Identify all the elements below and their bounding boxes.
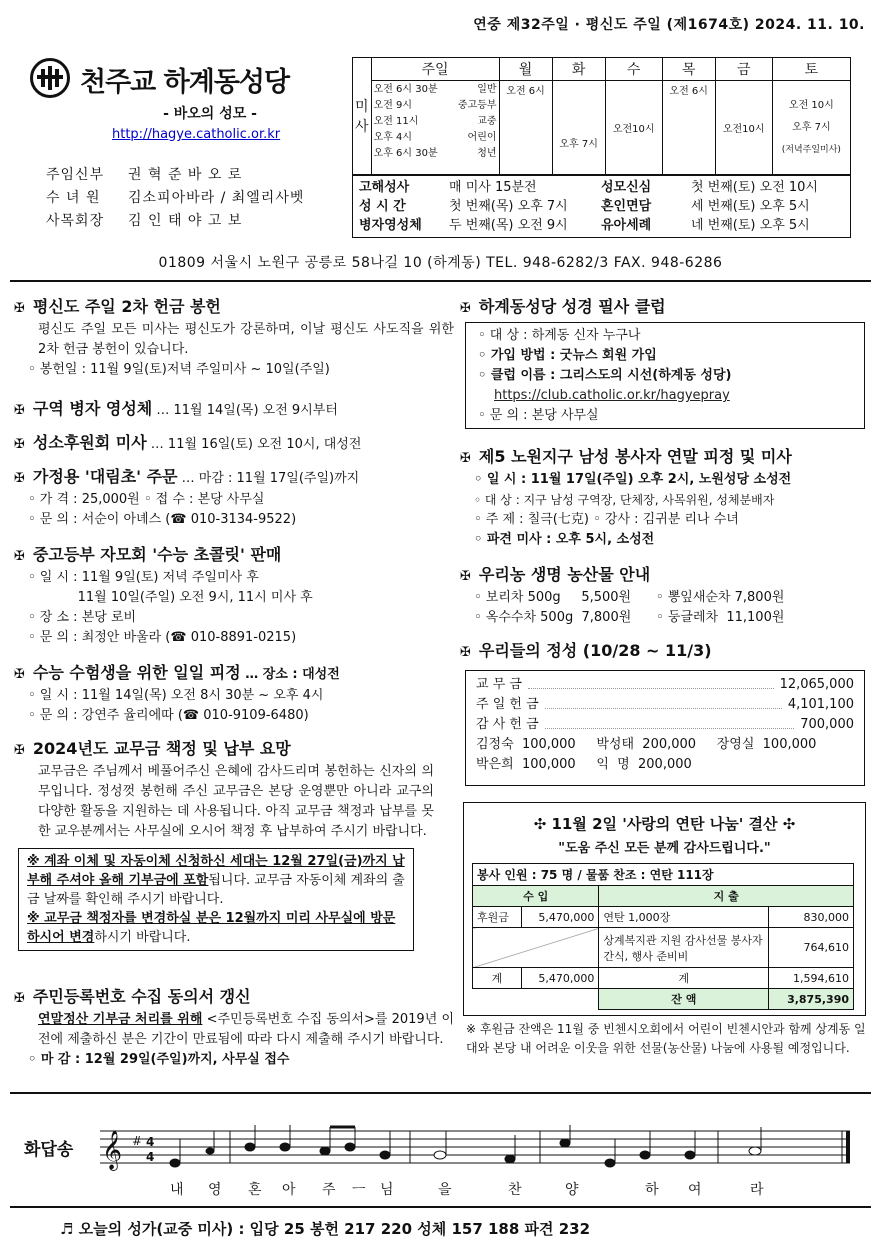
mass-side-label: 미사: [353, 58, 372, 175]
thursday-mass: 오전 6시: [662, 81, 715, 175]
psalm-label: 화답송: [24, 1140, 74, 1160]
music-divider: [10, 1092, 871, 1094]
friday-mass: 오전10시: [715, 81, 772, 175]
cross-icon: ✠: [14, 301, 25, 316]
cross-icon: ✠: [14, 437, 25, 452]
day-header: 금: [715, 58, 772, 81]
staff-list: [46, 164, 304, 233]
wednesday-mass: 오전10시: [605, 81, 662, 175]
church-url-link[interactable]: http://hagye.catholic.or.kr: [112, 127, 281, 142]
church-motto: - 바오의 성모 -: [163, 106, 257, 122]
mass-schedule-table: [352, 57, 851, 175]
cross-icon: ✠: [460, 569, 471, 584]
bible-club-link[interactable]: https://club.catholic.or.kr/hagyepray: [494, 388, 730, 403]
day-header: 수: [605, 58, 662, 81]
staff-row: 주임신부 권 혁 준 바 오 로: [46, 167, 243, 183]
svg-text:4: 4: [146, 1135, 155, 1149]
staff-row: 수 녀 원 김소피아바라 / 최엘리사벳: [46, 190, 305, 206]
offering-row: 교 무 금 12,065,000: [476, 677, 854, 692]
section-men-retreat: ✠ 제5 노원지구 남성 봉사자 연말 피정 및 미사 ◦ 일 시 : 11월 17일(주일) 오후 2시, 노원성당 소성전 ◦ 대 상 : 지구 남성 구역장, 단체장, 사목위원, 성체분배자 ◦ 주 제 : 칠극(七克) ◦ 강사 : 김귀분 리나 수녀 ◦ 파견 미사 : 오후 5시, 소성전: [460, 447, 792, 547]
day-header: 목: [662, 58, 715, 81]
psalm-response-score: [20, 1105, 861, 1200]
cross-icon: ✠: [14, 471, 25, 486]
cross-icon: ✠: [14, 667, 25, 682]
section-exam-retreat: ✠ 수능 수험생을 위한 일일 피정 … 장소 : 대성전 ◦ 일 시 : 11월 14일(목) 오전 8시 30분 ~ 오후 4시 ◦ 문 의 : 강연주 율리에따 (☎ 010-9109-6480): [14, 663, 340, 723]
cross-icon: ✠: [14, 991, 25, 1006]
section-laity-collection: ✠ 평신도 주일 2차 헌금 봉헌 평신도 주일 모든 미사는 평신도가 강론하며, 이날 평신도 사도직을 위한 2차 헌금 봉헌이 있습니다. ◦ 봉헌일 : 11월 9일(토)저녁 주일미사 ~ 10일(주일): [14, 297, 454, 377]
cross-icon: ✠: [14, 403, 25, 418]
issue-line: 연중 제32주일 · 평신도 주일 (제1674호) 2024. 11. 10.: [473, 17, 865, 33]
tuesday-mass: 오후 7시: [552, 81, 605, 175]
svg-text:#: #: [132, 1134, 143, 1148]
staff-row: 사목회장 김 인 태 야 고 보: [46, 213, 243, 229]
day-header: 화: [552, 58, 605, 81]
day-header: 월: [499, 58, 552, 81]
monday-mass: 오전 6시: [499, 81, 552, 175]
cross-icon: ✠: [460, 451, 471, 466]
offering-row: 감 사 헌 금 700,000: [476, 717, 854, 732]
sunday-masses: 오전 6시 30분 일반 오전 9시 중고등부 오전 11시 교중 오후 4시 어린이 오후 6시 30분 청년: [371, 81, 499, 175]
saturday-mass: 오전 10시 오후 7시 (저녁주일미사): [772, 81, 850, 175]
section-resident-id-consent: ✠ 주민등록번호 수집 동의서 갱신 연말정산 기부금 처리를 위해 <주민등록번호 수집 동의서>를 2019년 이전에 제출하신 분은 기간이 만료됨에 따라 다시 제출해 주시기 바랍니다. ◦ 마 감 : 12월 29일(주일)까지, 사무실 접수: [14, 987, 454, 1067]
section-chocolate-sale: ✠ 중고등부 자모회 '수능 초콜릿' 판매 ◦ 일 시 : 11월 9일(토) 저녁 주일미사 후 11월 10일(주일) 오전 9시, 11시 미사 후 ◦ 장 소 : 본당 로비 ◦ 문 의 : 최정안 바울라 (☎ 010-8891-0215): [14, 545, 313, 645]
section-farm-products: ✠ 우리농 생명 농산물 안내 ◦ 보리차 500g 5,500원 ◦ 뽕잎새순차 7,800원 ◦ 옥수수차 500g 7,800원 ◦ 둥글레차 11,100원: [460, 565, 785, 625]
header-divider: [10, 280, 871, 282]
section-bible-club: ✠ 하계동성당 성경 필사 클럽: [460, 297, 666, 316]
psalm-lyrics: 내 영 혼 아 주 ㅡ 님 을 찬 양 하 여 라: [170, 1182, 766, 1198]
church-emblem-icon: [30, 58, 70, 98]
section-offerings: ✠ 우리들의 정성 (10/28 ~ 11/3): [460, 641, 712, 660]
briquette-note: ※ 후원금 잔액은 11월 중 빈첸시오회에서 어린이 빈첸시안과 함께 상계동 일대와 본당 내 어려운 이웃을 위한 선물(농산물) 나눔에 사용될 예정입니다.: [466, 1022, 866, 1055]
day-header: 주일: [371, 58, 499, 81]
briquette-settlement-table: 봉사 인원 : 75 명 / 물품 찬조 : 연탄 111장 수 입 지 출 후원금 5,470,000 연탄 1,000장 830,000 상계복지관 지원 감사선물 봉사자 간식, 행사 준비비 764,610 계 5,470,000 계 1,594,610 잔 액 3,875,390: [472, 863, 854, 1010]
cross-icon: ✠: [14, 549, 25, 564]
cross-icon: ✠: [460, 645, 471, 660]
church-logo: [30, 58, 350, 98]
footer-divider: [10, 1206, 871, 1208]
offering-row: 주 일 헌 금 4,101,100: [476, 697, 854, 712]
section-sick-communion: ✠ 구역 병자 영성체 … 11월 14일(목) 오전 9시부터: [14, 399, 338, 418]
offerings-box: 교 무 금 12,065,000 주 일 헌 금 4,101,100 감 사 헌 금 700,000 김정숙 100,000 박성태 200,000 장영실 100,000 박은희 100,000 익 명 200,000: [465, 670, 865, 786]
svg-text:4: 4: [146, 1150, 155, 1164]
section-parish-dues: ✠ 2024년도 교무금 책정 및 납부 요망 교무금은 주님께서 베풀어주신 은혜에 감사드리며 봉헌하는 신자의 의무입니다. 정성껏 봉헌해 주신 교무금은 본당 운영뿐만 아니라 교구의 다양한 활동을 지원하는 데 사용됩니다. 아직 교무금 책정과 납부를 못 한 교우분께서는 사무실에 오시어 책정 후 납부하여 주시기 바랍니다. ※ 계좌 이체 및 자동이체 신청하신 세대는 12월 27일(금)까지 납부해 주셔야 올해 기부금에 포함됩니다. 교무금 자동이체 계좌의 출금 날짜를 확인해 주시기 바랍니다. ※ 교무금 책정자를 변경하실 분은 12월까지 미리 사무실에 방문하시어 변경하시기 바랍니다.: [14, 738, 454, 951]
section-vocation-mass: ✠ 성소후원회 미사 … 11월 16일(토) 오전 10시, 대성전: [14, 433, 362, 452]
dues-notice-box: ※ 계좌 이체 및 자동이체 신청하신 세대는 12월 27일(금)까지 납부해 주셔야 올해 기부금에 포함됩니다. 교무금 자동이체 계좌의 출금 날짜를 확인해 주시기 바랍니다. ※ 교무금 책정자를 변경하실 분은 12월까지 미리 사무실에 방문하시어 변경하시기 바랍니다.: [18, 848, 414, 951]
briquette-sharing-box: ✣ 11월 2일 '사랑의 연탄 나눔' 결산 ✣ "도움 주신 모든 분께 감사드립니다." 봉사 인원 : 75 명 / 물품 찬조 : 연탄 111장 수 입 지 출 후원금 5,470,000 연탄 1,000장 830,000 상계복지관 지원 감사선물 봉사자 간식, 행사 준비비 764,610 계 5,470,000 계 1,594,610 잔 액 3,875,390: [463, 802, 866, 1016]
cross-icon: ✠: [14, 743, 25, 758]
cross-icon: ✠: [460, 301, 471, 316]
bible-club-box: ◦ 대 상 : 하계동 신자 누구나 ◦ 가입 방법 : 굿뉴스 회원 가입 ◦ 클럽 이름 : 그리스도의 시선(하계동 성당) https://club.catholic.or.kr/hagyepray ◦ 문 의 : 본당 사무실: [465, 322, 865, 429]
sacraments-box: 고해성사 성 시 간 병자영성체 매 미사 15분전 첫 번째(목) 오후 7시 두 번째(목) 오전 9시 성모신심 혼인면담 유아세례 첫 번째(토) 오전 10시 세 번째(토) 오후 5시 네 번째(토) 오후 5시: [352, 174, 851, 238]
day-header: 토: [772, 58, 850, 81]
section-advent-candle: ✠ 가정용 '대림초' 주문 … 마감 : 11월 17일(주일)까지 ◦ 가 격 : 25,000원 ◦ 접 수 : 본당 사무실 ◦ 문 의 : 서순이 아녜스 (☎ 010-3134-9522): [14, 467, 360, 527]
church-name: 천주교 하계동성당: [80, 67, 290, 98]
staff-notation: [100, 1125, 860, 1175]
svg-text:𝄞: 𝄞: [102, 1130, 123, 1170]
church-address: 01809 서울시 노원구 공릉로 58나길 10 (하계동) TEL. 948-6282/3 FAX. 948-6286: [158, 255, 723, 271]
todays-hymns: ♬ 오늘의 성가(교중 미사) : 입당 25 봉헌 217 220 성체 157 188 파견 232: [60, 1220, 591, 1238]
